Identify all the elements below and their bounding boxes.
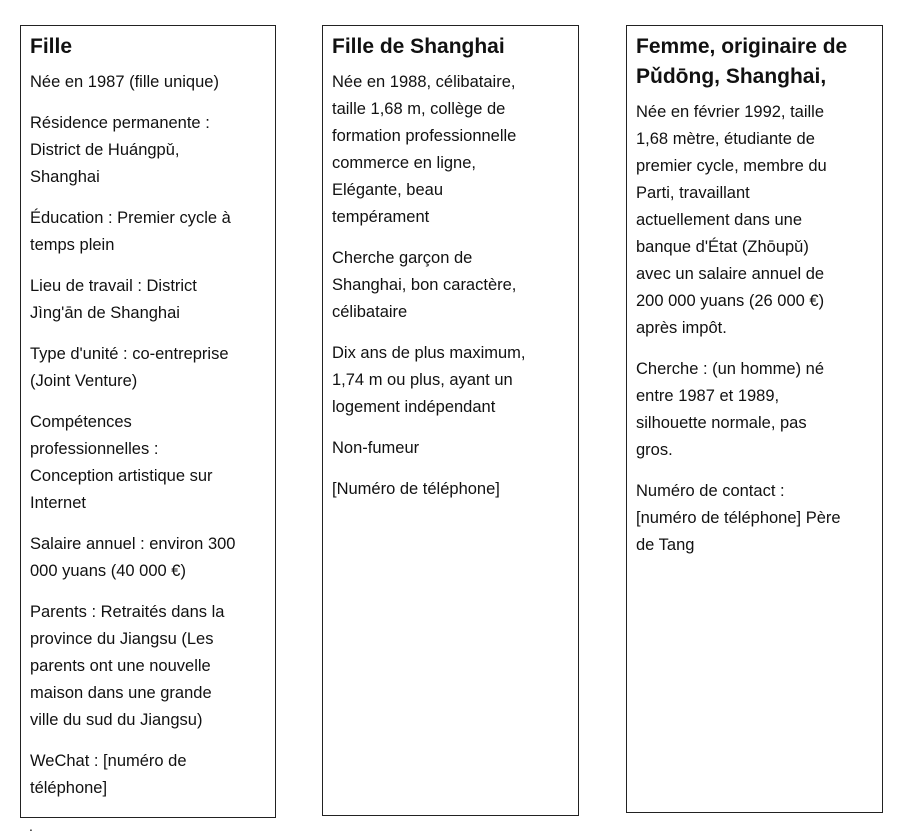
box-title	[636, 32, 874, 92]
text-line: Internet	[30, 494, 86, 512]
text-line: Shanghai	[30, 168, 100, 186]
title-line: Fille de Shanghai	[332, 35, 505, 58]
text-line: téléphone]	[30, 779, 108, 797]
profile-paragraph	[636, 356, 874, 464]
text-line: tempérament	[332, 208, 430, 226]
text-line: de Tang	[636, 536, 695, 554]
text-line: gros.	[636, 441, 673, 459]
profile-paragraph	[30, 205, 267, 259]
profile-paragraph	[30, 69, 267, 96]
text-line: 1,74 m ou plus, ayant un	[332, 371, 513, 389]
profile-paragraph	[332, 245, 570, 326]
text-line: 200 000 yuans (26 000 €)	[636, 292, 825, 310]
text-line: Non-fumeur	[332, 439, 420, 457]
profile-paragraph	[30, 341, 267, 395]
text-line: célibataire	[332, 303, 408, 321]
profile-box-femme-pudong	[626, 25, 883, 813]
text-line: Née en 1987 (fille unique)	[30, 73, 219, 91]
text-line: Résidence permanente :	[30, 114, 210, 132]
text-line: Cherche : (un homme) né	[636, 360, 825, 378]
profile-paragraph	[30, 599, 267, 734]
text-line: Shanghai, bon caractère,	[332, 276, 517, 294]
text-line: Conception artistique sur	[30, 467, 213, 485]
text-line: Numéro de contact :	[636, 482, 785, 500]
text-line: taille 1,68 m, collège de	[332, 100, 506, 118]
text-line: Parti, travaillant	[636, 184, 750, 202]
text-line: Parents : Retraités dans la	[30, 603, 225, 621]
text-line: WeChat : [numéro de	[30, 752, 187, 770]
text-line: Née en 1988, célibataire,	[332, 73, 516, 91]
text-line: maison dans une grande	[30, 684, 212, 702]
text-line: ville du sud du Jiangsu)	[30, 711, 203, 729]
text-line: parents ont une nouvelle	[30, 657, 211, 675]
text-line: Cherche garçon de	[332, 249, 473, 267]
text-line: Jìng'ān de Shanghai	[30, 304, 180, 322]
text-line: entre 1987 et 1989,	[636, 387, 780, 405]
text-line: [Numéro de téléphone]	[332, 480, 500, 498]
text-line: Elégante, beau	[332, 181, 444, 199]
text-line: avec un salaire annuel de	[636, 265, 825, 283]
title-line: Femme, originaire de	[636, 35, 848, 58]
text-line: Née en février 1992, taille	[636, 103, 825, 121]
footer-mark: .	[29, 818, 33, 834]
text-line: Dix ans de plus maximum,	[332, 344, 526, 362]
text-line: temps plein	[30, 236, 115, 254]
text-line: premier cycle, membre du	[636, 157, 827, 175]
text-line: [numéro de téléphone] Père	[636, 509, 841, 527]
text-line: Type d'unité : co-entreprise	[30, 345, 229, 363]
title-line: Fille	[30, 35, 73, 58]
profile-paragraph	[636, 99, 874, 342]
box-title	[30, 32, 267, 62]
title-line: Pǔdōng, Shanghai,	[636, 65, 827, 88]
profile-box-fille	[20, 25, 276, 818]
profile-paragraph	[332, 435, 570, 462]
text-line: banque d'État (Zhōupǔ)	[636, 238, 809, 256]
profile-paragraph	[332, 476, 570, 503]
text-line: professionnelles :	[30, 440, 159, 458]
text-line: province du Jiangsu (Les	[30, 630, 214, 648]
text-line: Lieu de travail : District	[30, 277, 197, 295]
text-line: actuellement dans une	[636, 211, 803, 229]
text-line: Compétences	[30, 413, 132, 431]
text-line: commerce en ligne,	[332, 154, 476, 172]
profile-box-fille-de-shanghai	[322, 25, 579, 816]
profile-paragraph	[332, 69, 570, 231]
text-line: Salaire annuel : environ 300	[30, 535, 236, 553]
profile-paragraph	[30, 273, 267, 327]
text-line: 000 yuans (40 000 €)	[30, 562, 186, 580]
profile-paragraph	[636, 478, 874, 559]
text-line: 1,68 mètre, étudiante de	[636, 130, 815, 148]
profile-paragraph	[30, 409, 267, 517]
text-line: District de Huángpǔ,	[30, 141, 180, 159]
profile-paragraph	[30, 748, 267, 802]
profile-paragraph	[30, 110, 267, 191]
text-line: formation professionnelle	[332, 127, 517, 145]
text-line: Éducation : Premier cycle à	[30, 209, 231, 227]
profile-paragraph	[332, 340, 570, 421]
box-title	[332, 32, 570, 62]
text-line: après impôt.	[636, 319, 727, 337]
text-line: silhouette normale, pas	[636, 414, 807, 432]
text-line: logement indépendant	[332, 398, 496, 416]
profile-paragraph	[30, 531, 267, 585]
text-line: (Joint Venture)	[30, 372, 138, 390]
